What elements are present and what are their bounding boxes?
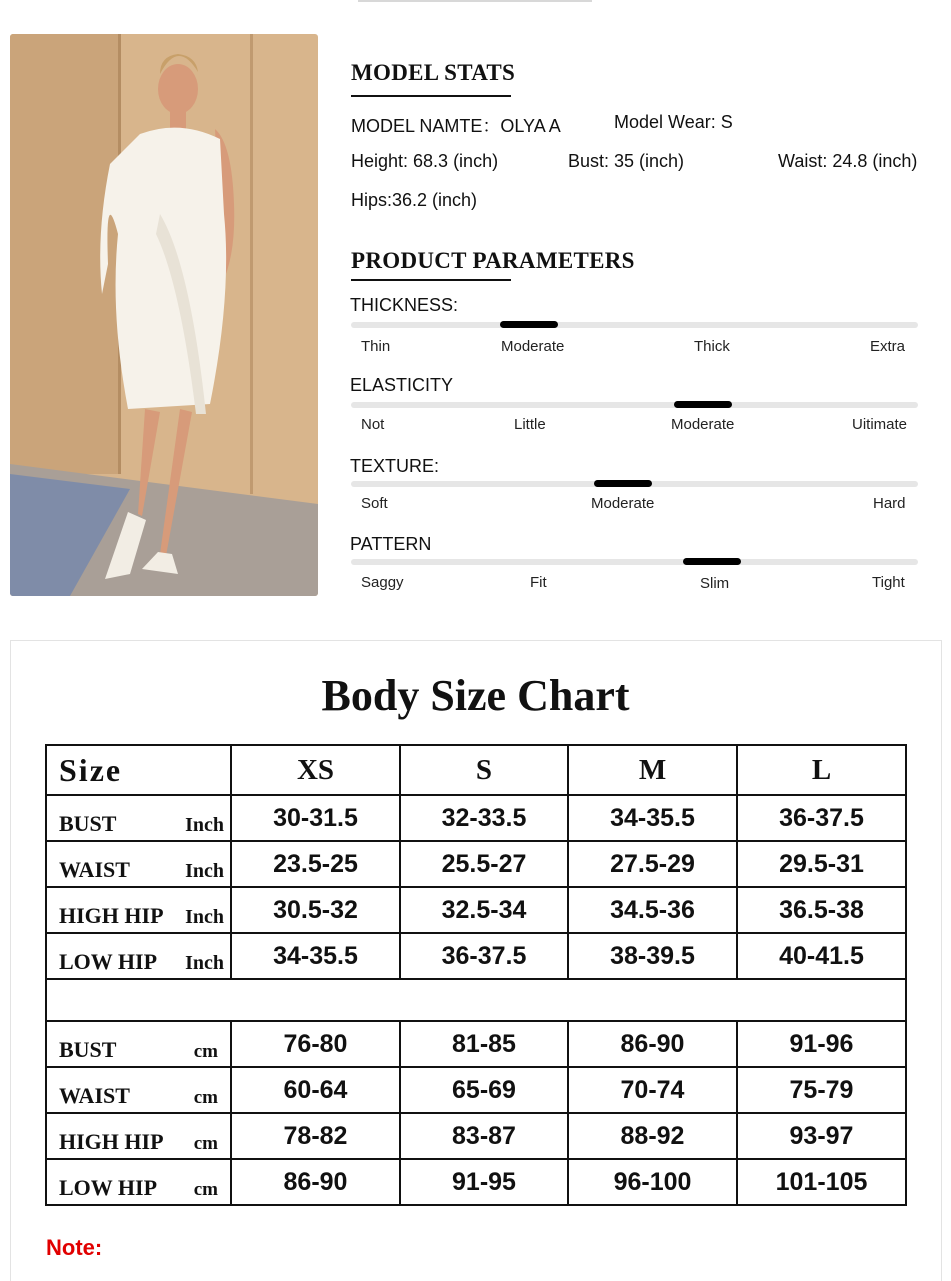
value-cell: 34-35.5 (568, 795, 737, 841)
param-texture-track (351, 481, 918, 487)
model-height: Height: 68.3 (inch) (351, 151, 499, 171)
value-cell: 32.5-34 (400, 887, 568, 933)
param-thickness-marker (500, 321, 558, 328)
row-label-cell (46, 1159, 231, 1205)
model-wear: Model Wear: S (614, 112, 733, 132)
value-cell: 34-35.5 (231, 933, 400, 979)
model-stats-underline (351, 95, 511, 97)
model-photo (10, 34, 318, 596)
value-cell: 40-41.5 (737, 933, 906, 979)
value-cell: 30-31.5 (231, 795, 400, 841)
value-cell: 86-90 (568, 1021, 737, 1067)
param-texture-label: Hard (873, 495, 906, 512)
value-cell: 27.5-29 (568, 841, 737, 887)
row-unit: cm (193, 1133, 218, 1154)
model-hips: Hips:36.2 (inch) (351, 190, 478, 210)
value-cell: 75-79 (737, 1067, 906, 1113)
value-cell: 38-39.5 (568, 933, 737, 979)
value-cell: 93-97 (737, 1113, 906, 1159)
param-elasticity-label: Moderate (671, 416, 735, 433)
param-thickness-label: Extra (870, 338, 906, 355)
row-name: WAIST (59, 1083, 130, 1108)
value-cell: 96-100 (568, 1159, 737, 1205)
value-cell: 36-37.5 (737, 795, 906, 841)
note-label: Note: (46, 1235, 103, 1260)
param-elasticity-label: Uitimate (852, 416, 908, 433)
param-thickness-label: Thick (694, 338, 730, 355)
row-name: HIGH HIP (59, 903, 164, 928)
row-name: LOW HIP (59, 949, 158, 974)
param-elasticity-track (351, 402, 918, 408)
value-cell: 36-37.5 (400, 933, 568, 979)
row-unit: cm (193, 1179, 218, 1200)
value-cell: 86-90 (231, 1159, 400, 1205)
size-header-cell: L (737, 745, 906, 795)
product-parameters-underline (351, 279, 511, 281)
table-row (46, 1113, 906, 1159)
spacer-cell (46, 979, 906, 1021)
row-name: WAIST (59, 857, 130, 882)
param-thickness-label: Thin (361, 338, 391, 355)
param-elasticity-name: ELASTICITY (350, 375, 454, 395)
size-header-cell: S (400, 745, 568, 795)
param-pattern-label: Slim (700, 575, 730, 592)
param-texture-name: TEXTURE: (350, 456, 440, 476)
param-thickness-track (351, 322, 918, 328)
size-header-cell: XS (231, 745, 400, 795)
row-unit: Inch (185, 814, 224, 836)
top-divider (358, 0, 592, 2)
size-chart-title: Body Size Chart (321, 671, 630, 720)
value-cell: 30.5-32 (231, 887, 400, 933)
value-cell: 83-87 (400, 1113, 568, 1159)
model-stats-title: MODEL STATS (351, 60, 516, 85)
param-pattern-label: Tight (872, 574, 905, 591)
model-waist: Waist: 24.8 (inch) (778, 151, 918, 171)
row-name: BUST (59, 1037, 117, 1062)
param-thickness-name: THICKNESS: (350, 295, 459, 315)
value-cell: 32-33.5 (400, 795, 568, 841)
param-pattern-track (351, 559, 918, 565)
param-elasticity-label: Little (514, 416, 546, 433)
row-label-cell (46, 1113, 231, 1159)
table-row (46, 795, 906, 841)
size-header-label: Size (46, 745, 231, 795)
size-table (45, 744, 907, 1206)
row-label-cell (46, 887, 231, 933)
table-row (46, 841, 906, 887)
table-row (46, 887, 906, 933)
value-cell: 29.5-31 (737, 841, 906, 887)
row-unit: cm (193, 1087, 218, 1108)
param-texture-label: Soft (361, 495, 388, 512)
value-cell: 23.5-25 (231, 841, 400, 887)
value-cell: 101-105 (737, 1159, 906, 1205)
value-cell: 81-85 (400, 1021, 568, 1067)
row-unit: Inch (185, 860, 224, 882)
table-row (46, 933, 906, 979)
param-pattern-label: Fit (530, 574, 547, 591)
param-pattern-label: Saggy (361, 574, 404, 591)
size-header-cell: M (568, 745, 737, 795)
row-name: LOW HIP (59, 1175, 158, 1200)
row-name: HIGH HIP (59, 1129, 164, 1154)
row-label-cell (46, 1067, 231, 1113)
row-unit: Inch (185, 906, 224, 928)
value-cell: 36.5-38 (737, 887, 906, 933)
row-name: BUST (59, 811, 117, 836)
value-cell: 60-64 (231, 1067, 400, 1113)
param-elasticity-marker (674, 401, 732, 408)
table-spacer-row (46, 979, 906, 1021)
size-header-row (46, 745, 906, 795)
param-texture-marker (594, 480, 652, 487)
value-cell: 34.5-36 (568, 887, 737, 933)
value-cell: 78-82 (231, 1113, 400, 1159)
model-name: MODEL NAMTE：OLYA A (351, 116, 561, 136)
row-label-cell (46, 841, 231, 887)
value-cell: 65-69 (400, 1067, 568, 1113)
param-pattern-name: PATTERN (350, 534, 432, 554)
value-cell: 25.5-27 (400, 841, 568, 887)
row-label-cell (46, 795, 231, 841)
param-pattern-marker (683, 558, 741, 565)
model-bust: Bust: 35 (inch) (568, 151, 685, 171)
value-cell: 91-95 (400, 1159, 568, 1205)
param-elasticity-label: Not (361, 416, 385, 433)
row-label-cell (46, 1021, 231, 1067)
table-row (46, 1021, 906, 1067)
value-cell: 91-96 (737, 1021, 906, 1067)
row-unit: cm (193, 1041, 218, 1062)
param-texture-label: Moderate (591, 495, 655, 512)
row-unit: Inch (185, 952, 224, 974)
param-thickness-label: Moderate (501, 338, 565, 355)
table-row (46, 1159, 906, 1205)
product-parameters-title: PRODUCT PARAMETERS (351, 248, 635, 273)
value-cell: 70-74 (568, 1067, 737, 1113)
table-row (46, 1067, 906, 1113)
value-cell: 76-80 (231, 1021, 400, 1067)
value-cell: 88-92 (568, 1113, 737, 1159)
row-label-cell (46, 933, 231, 979)
